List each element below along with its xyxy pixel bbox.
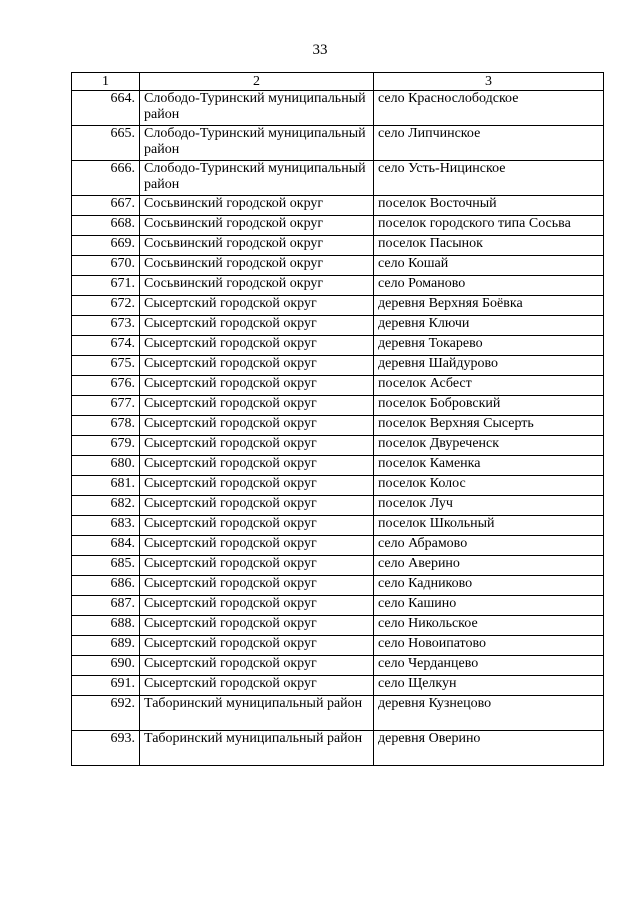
settlement-cell: поселок Двуреченск: [374, 436, 604, 456]
table-row: [72, 636, 604, 656]
district-cell: Сысертский городской округ: [140, 516, 374, 536]
row-number: 685.: [72, 556, 140, 576]
table-row: [72, 656, 604, 676]
district-cell: Сысертский городской округ: [140, 596, 374, 616]
district-cell: Сысертский городской округ: [140, 316, 374, 336]
district-cell: Слободо-Туринский муниципальный район: [140, 161, 374, 196]
district-cell: Сысертский городской округ: [140, 396, 374, 416]
district-cell: Сысертский городской округ: [140, 656, 374, 676]
settlement-cell: село Черданцево: [374, 656, 604, 676]
settlement-cell: деревня Ключи: [374, 316, 604, 336]
settlement-cell: деревня Верхняя Боёвка: [374, 296, 604, 316]
row-number: 678.: [72, 416, 140, 436]
row-number: 668.: [72, 216, 140, 236]
district-cell: Сысертский городской округ: [140, 336, 374, 356]
settlement-cell: село Кадниково: [374, 576, 604, 596]
district-cell: Сысертский городской округ: [140, 636, 374, 656]
table-row: [72, 616, 604, 636]
table-row: [72, 416, 604, 436]
district-cell: Сысертский городской округ: [140, 376, 374, 396]
table-row: [72, 576, 604, 596]
settlement-cell: село Щелкун: [374, 676, 604, 696]
settlement-cell: деревня Токарево: [374, 336, 604, 356]
row-number: 682.: [72, 496, 140, 516]
settlement-cell: деревня Оверино: [374, 731, 604, 766]
district-cell: Сысертский городской округ: [140, 436, 374, 456]
table-row: [72, 296, 604, 316]
district-cell: Сысертский городской округ: [140, 456, 374, 476]
row-number: 674.: [72, 336, 140, 356]
settlement-cell: село Кошай: [374, 256, 604, 276]
table-row: [72, 496, 604, 516]
row-number: 676.: [72, 376, 140, 396]
settlement-cell: село Абрамово: [374, 536, 604, 556]
row-number: 691.: [72, 676, 140, 696]
row-number: 692.: [72, 696, 140, 731]
settlement-cell: поселок Пасынок: [374, 236, 604, 256]
settlements-table: [71, 72, 604, 766]
table-row: [72, 476, 604, 496]
settlement-cell: поселок Школьный: [374, 516, 604, 536]
row-number: 670.: [72, 256, 140, 276]
district-cell: Таборинский муниципальный район: [140, 731, 374, 766]
row-number: 684.: [72, 536, 140, 556]
settlement-cell: деревня Шайдурово: [374, 356, 604, 376]
row-number: 690.: [72, 656, 140, 676]
row-number: 672.: [72, 296, 140, 316]
district-cell: Слободо-Туринский муниципальный район: [140, 91, 374, 126]
table-row: [72, 436, 604, 456]
row-number: 667.: [72, 196, 140, 216]
district-cell: Слободо-Туринский муниципальный район: [140, 126, 374, 161]
table-row: [72, 396, 604, 416]
table-row: [72, 536, 604, 556]
row-number: 683.: [72, 516, 140, 536]
settlement-cell: село Усть-Ницинское: [374, 161, 604, 196]
row-number: 665.: [72, 126, 140, 161]
district-cell: Сосьвинский городской округ: [140, 276, 374, 296]
district-cell: Сысертский городской округ: [140, 576, 374, 596]
district-cell: Сысертский городской округ: [140, 296, 374, 316]
district-cell: Сысертский городской округ: [140, 416, 374, 436]
district-cell: Сосьвинский городской округ: [140, 216, 374, 236]
row-number: 673.: [72, 316, 140, 336]
settlement-cell: село Липчинское: [374, 126, 604, 161]
district-cell: Сосьвинский городской округ: [140, 236, 374, 256]
row-number: 669.: [72, 236, 140, 256]
district-cell: Сысертский городской округ: [140, 556, 374, 576]
settlement-cell: поселок Каменка: [374, 456, 604, 476]
table-row: [72, 126, 604, 161]
row-number: 680.: [72, 456, 140, 476]
district-cell: Сысертский городской округ: [140, 356, 374, 376]
district-cell: Сосьвинский городской округ: [140, 256, 374, 276]
table-row: [72, 336, 604, 356]
table-row: [72, 376, 604, 396]
table-row: [72, 696, 604, 731]
row-number: 675.: [72, 356, 140, 376]
settlement-cell: село Кашино: [374, 596, 604, 616]
settlement-cell: село Никольское: [374, 616, 604, 636]
row-number: 693.: [72, 731, 140, 766]
row-number: 671.: [72, 276, 140, 296]
row-number: 666.: [72, 161, 140, 196]
table-row: [72, 731, 604, 766]
district-cell: Сысертский городской округ: [140, 676, 374, 696]
settlement-cell: поселок Восточный: [374, 196, 604, 216]
column-header: 1: [72, 73, 140, 91]
table-row: [72, 161, 604, 196]
table-row: [72, 456, 604, 476]
page-number: 33: [312, 42, 328, 58]
settlement-cell: поселок Луч: [374, 496, 604, 516]
table-body: [72, 91, 604, 766]
column-header: 3: [374, 73, 604, 91]
settlement-cell: деревня Кузнецово: [374, 696, 604, 731]
row-number: 677.: [72, 396, 140, 416]
district-cell: Сысертский городской округ: [140, 616, 374, 636]
district-cell: Сысертский городской округ: [140, 496, 374, 516]
table-row: [72, 556, 604, 576]
row-number: 679.: [72, 436, 140, 456]
district-cell: Таборинский муниципальный район: [140, 696, 374, 731]
district-cell: Сосьвинский городской округ: [140, 196, 374, 216]
settlement-cell: село Новоипатово: [374, 636, 604, 656]
row-number: 687.: [72, 596, 140, 616]
settlement-cell: село Краснослободское: [374, 91, 604, 126]
table-row: [72, 91, 604, 126]
settlement-cell: поселок Бобровский: [374, 396, 604, 416]
row-number: 689.: [72, 636, 140, 656]
table-row: [72, 356, 604, 376]
district-cell: Сысертский городской округ: [140, 476, 374, 496]
row-number: 688.: [72, 616, 140, 636]
settlement-cell: поселок городского типа Сосьва: [374, 216, 604, 236]
table-row: [72, 256, 604, 276]
settlement-cell: село Аверино: [374, 556, 604, 576]
table-row: [72, 236, 604, 256]
table-header-row: [72, 73, 604, 91]
table-row: [72, 596, 604, 616]
table-row: [72, 676, 604, 696]
settlement-cell: село Романово: [374, 276, 604, 296]
row-number: 664.: [72, 91, 140, 126]
table-row: [72, 276, 604, 296]
table-row: [72, 196, 604, 216]
row-number: 686.: [72, 576, 140, 596]
table-row: [72, 316, 604, 336]
row-number: 681.: [72, 476, 140, 496]
settlement-cell: поселок Верхняя Сысерть: [374, 416, 604, 436]
settlement-cell: поселок Колос: [374, 476, 604, 496]
column-header: 2: [140, 73, 374, 91]
district-cell: Сысертский городской округ: [140, 536, 374, 556]
settlement-cell: поселок Асбест: [374, 376, 604, 396]
table-row: [72, 216, 604, 236]
table-row: [72, 516, 604, 536]
